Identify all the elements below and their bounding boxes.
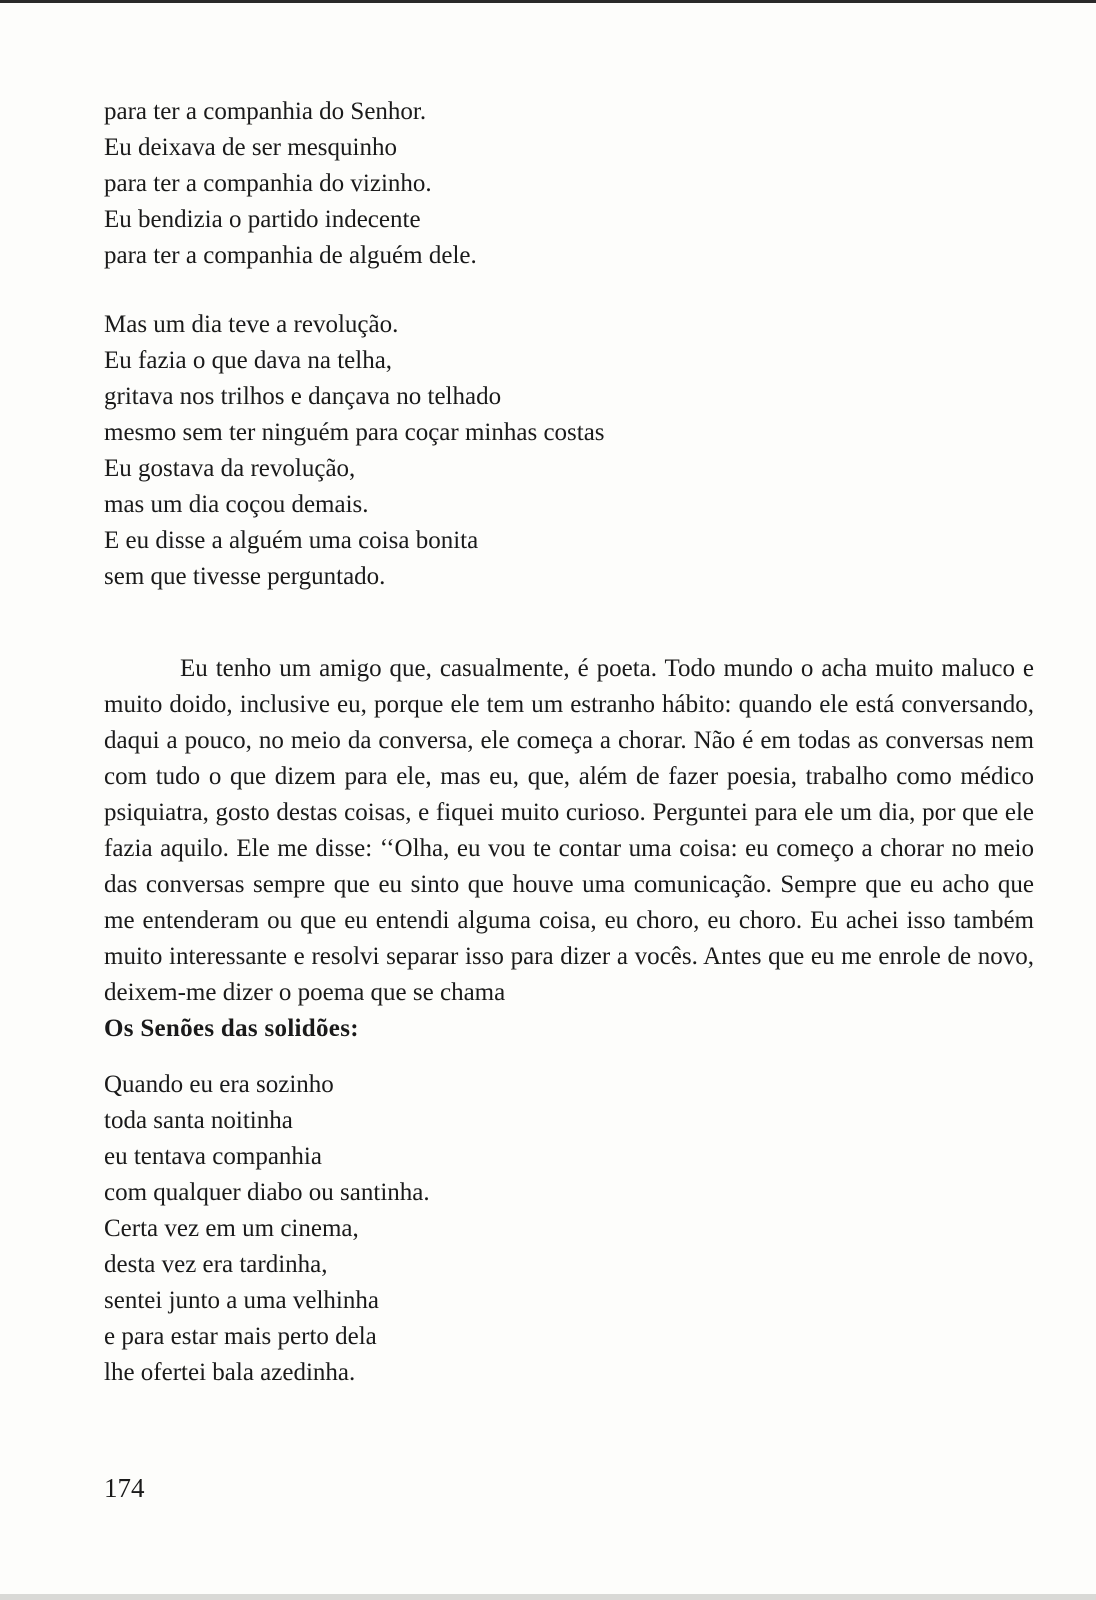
verse-line: E eu disse a alguém uma coisa bonita xyxy=(104,527,479,554)
verse-line: Eu deixava de ser mesquinho xyxy=(104,134,397,161)
verse-line: eu tentava companhia xyxy=(104,1143,322,1170)
scan-bottom-edge xyxy=(0,1594,1096,1600)
verse-line: Eu fazia o que dava na telha, xyxy=(104,347,393,374)
poem-title: Os Senões das solidões: xyxy=(104,1015,359,1042)
book-page xyxy=(104,94,1034,1391)
verse-line: e para estar mais perto dela xyxy=(104,1323,377,1350)
verse-line: Mas um dia teve a revolução. xyxy=(104,311,399,338)
verse-line: desta vez era tardinha, xyxy=(104,1251,328,1278)
verse-line: Eu gostava da revolução, xyxy=(104,455,356,482)
verse-line: Eu bendizia o partido indecente xyxy=(104,206,421,233)
verse-line: para ter a companhia de alguém dele. xyxy=(104,242,477,269)
verse-line: mesmo sem ter ninguém para coçar minhas costas xyxy=(104,419,605,446)
verse-line: para ter a companhia do Senhor. xyxy=(104,98,427,125)
verse-line: lhe ofertei bala azedinha. xyxy=(104,1359,356,1386)
stanza-2 xyxy=(104,307,1034,595)
page-number: 174 xyxy=(104,1473,145,1503)
verse-line: Quando eu era sozinho xyxy=(104,1071,334,1098)
verse-line: toda santa noitinha xyxy=(104,1107,293,1134)
stanza-1 xyxy=(104,94,1034,274)
verse-line: sem que tivesse perguntado. xyxy=(104,563,386,590)
stanza-3 xyxy=(104,1067,1034,1391)
scan-top-edge xyxy=(0,0,1096,3)
verse-line: para ter a companhia do vizinho. xyxy=(104,170,432,197)
verse-line: sentei junto a uma velhinha xyxy=(104,1287,379,1314)
verse-line: gritava nos trilhos e dançava no telhado xyxy=(104,383,502,410)
verse-line: Certa vez em um cinema, xyxy=(104,1215,359,1242)
prose-paragraph: Eu tenho um amigo que, casualmente, é poeta. Todo mundo o acha muito maluco e muito doido, inclusive eu, porque ele tem um estranho hábito: quando ele está conversando, daqui a pouco, no meio da conversa, ele começa a chorar. Não é em todas as conversas nem com tudo o que dizem para ele, mas eu, que, além de fazer poesia, trabalho como médico psiquiatra, gosto destas coisas, e fiquei muito curioso. Perguntei para ele um dia, por que ele fazia aquilo. Ele me disse: ‘‘Olha, eu vou te contar uma coisa: eu começo a chorar no meio das conversas sempre que eu sinto que houve uma comunicação. Sempre que eu acho que me entenderam ou que eu entendi alguma coisa, eu choro, eu choro. Eu achei isso também muito interessante e resolvi separar isso para dizer a vocês. Antes que eu me enrole de novo, deixem-me dizer o poema que se chama xyxy=(104,655,1034,1006)
verse-line: mas um dia coçou demais. xyxy=(104,491,369,518)
verse-line: com qualquer diabo ou santinha. xyxy=(104,1179,430,1206)
